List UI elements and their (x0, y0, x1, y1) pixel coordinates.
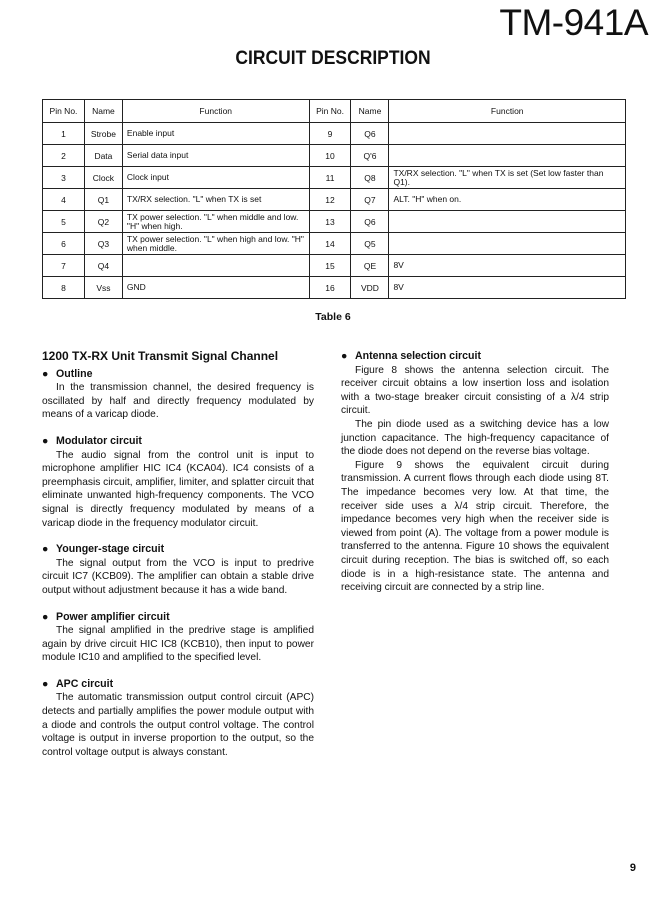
subsection-title: Antenna selection circuit (355, 350, 481, 362)
subsection-heading (341, 350, 609, 364)
pin-number: 12 (309, 189, 351, 211)
pin-number: 13 (309, 211, 351, 233)
pin-function (389, 123, 626, 145)
paragraph: In the transmission channel, the desired frequency is oscillated by half and directly frequency modulated by means of a varicap diode. (42, 382, 314, 421)
pin-name: Q8 (351, 167, 389, 189)
pin-number: 2 (43, 145, 85, 167)
pin-name: Q2 (84, 211, 122, 233)
col-header: Name (351, 100, 389, 123)
pin-function: Clock input (122, 167, 309, 189)
pin-number: 11 (309, 167, 351, 189)
pin-name: Strobe (84, 123, 122, 145)
pin-function: TX/RX selection. "L" when TX is set (122, 189, 309, 211)
subsection-heading (42, 368, 314, 382)
pin-function: ALT. "H" when on. (389, 189, 626, 211)
col-header: Function (122, 100, 309, 123)
table-row (43, 233, 626, 255)
paragraph: Figure 8 shows the antenna selection circuit. The receiver circuit obtains a low insertion loss and isolation with a two-stage breaker circuit consisting of a λ/4 strip circuit. (341, 364, 609, 417)
table-row (43, 255, 626, 277)
pin-function (389, 233, 626, 255)
page-title: CIRCUIT DESCRIPTION (235, 48, 431, 69)
pin-number: 4 (43, 189, 85, 211)
pin-name: Q6 (351, 211, 389, 233)
bullet-icon: ● (42, 543, 49, 556)
table-row (43, 123, 626, 145)
pin-name: Q'6 (351, 145, 389, 167)
pin-name: Q7 (351, 189, 389, 211)
subsection-title: Power amplifier circuit (56, 610, 170, 623)
paragraph: Figure 9 shows the equivalent circuit during transmission. A current flows through each diode using 8T. The impedance becomes very low. At that time, the receiver side uses a λ/4 strip circuit. Therefore, the impedance becomes very high when the receiver side is viewed from point (A). The voltage from a power module is transferred to the antenna. Figure 10 shows the equivalent circuit during reception. The bias is switched off, so each diode is in a high-resistance state. The antenna and receiving circuit are connected by a strip line. (341, 459, 609, 594)
pin-function: TX power selection. "L" when high and low. "H" when middle. (122, 233, 309, 255)
paragraph: The audio signal from the control unit is input to microphone amplifier HIC IC4 (KCA04). IC4 consists of a preemphasis circuit, amplifier, limiter, and splatter circuit that eliminate unwanted high-frequency components. The VCO signal is directly frequency modulated by means of a varicap diode in the frequency modulator circuit. (42, 449, 314, 529)
bullet-icon: ● (42, 434, 49, 447)
col-header: Name (84, 100, 122, 123)
col-header: Function (389, 100, 626, 123)
table-header-row (43, 100, 626, 123)
pin-number: 1 (43, 123, 85, 145)
pin-number: 9 (309, 123, 351, 145)
pin-name: Clock (84, 167, 122, 189)
pin-number: 10 (309, 145, 351, 167)
subsection-title: APC circuit (56, 677, 114, 690)
col-header: Pin No. (43, 100, 85, 123)
pin-name: Q4 (84, 255, 122, 277)
paragraph: The signal output from the VCO is input to predrive circuit IC7 (KCB09). The amplifier can obtain a stable drive output without adjustment because it has a wide band. (42, 557, 314, 596)
left-column (42, 350, 314, 759)
pin-name: Q6 (351, 123, 389, 145)
table-caption: Table 6 (315, 311, 351, 323)
paragraph: The signal amplified in the predrive stage is amplified again by drive circuit HIC IC8 (KCB10), then input to power module IC10 and amplified to the specified level. (42, 625, 314, 664)
pin-name: VDD (351, 277, 389, 299)
subsection-heading (42, 611, 314, 625)
paragraph: The pin diode used as a switching device has a low junction capacitance. The high-frequency capacitance of the diode does not depend on the reverse bias voltage. (341, 418, 609, 458)
col-header: Pin No. (309, 100, 351, 123)
pin-function (389, 211, 626, 233)
paragraph: The automatic transmission output control circuit (APC) detects and partially amplifies the power module output with a diode and controls the output control voltage. The control voltage is output in inverse proportion to the output, so the control voltage output is always constant. (42, 692, 314, 758)
subsection-title: Modulator circuit (56, 434, 142, 447)
page-number: 9 (629, 862, 636, 874)
pin-function (389, 145, 626, 167)
pin-function: 8V (389, 277, 626, 299)
pin-number: 8 (43, 277, 85, 299)
table-row (43, 277, 626, 299)
bullet-icon: ● (42, 610, 49, 623)
pin-number: 15 (309, 255, 351, 277)
subsection-title: Younger-stage circuit (56, 543, 165, 556)
section-heading: 1200 TX-RX Unit Transmit Signal Channel (42, 349, 279, 363)
pin-number: 14 (309, 233, 351, 255)
table-row (43, 145, 626, 167)
bullet-icon: ● (341, 350, 348, 362)
subsection-heading (42, 678, 314, 692)
pin-name: Q5 (351, 233, 389, 255)
subsection-title: Outline (56, 367, 93, 380)
pin-function: TX/RX selection. "L" when TX is set (Set low faster than Q1). (389, 167, 626, 189)
pin-function: Enable input (122, 123, 309, 145)
subsection-heading (42, 543, 314, 557)
pin-number: 6 (43, 233, 85, 255)
pin-function: GND (122, 277, 309, 299)
pin-function: 8V (389, 255, 626, 277)
pin-number: 16 (309, 277, 351, 299)
pin-function: Serial data input (122, 145, 309, 167)
subsection-heading (42, 435, 314, 449)
pin-name: Q3 (84, 233, 122, 255)
pin-number: 5 (43, 211, 85, 233)
pin-number: 7 (43, 255, 85, 277)
pin-function: TX power selection. "L" when middle and low. "H" when high. (122, 211, 309, 233)
bullet-icon: ● (42, 367, 49, 380)
table-row (43, 167, 626, 189)
pin-name: QE (351, 255, 389, 277)
pin-name: Data (84, 145, 122, 167)
model-number: TM-941A (499, 2, 648, 43)
table-row (43, 189, 626, 211)
table-row (43, 211, 626, 233)
pin-name: Q1 (84, 189, 122, 211)
pin-number: 3 (43, 167, 85, 189)
pin-name: Vss (84, 277, 122, 299)
right-column (341, 350, 609, 595)
pin-table (42, 99, 626, 299)
bullet-icon: ● (42, 677, 49, 690)
pin-function (122, 255, 309, 277)
